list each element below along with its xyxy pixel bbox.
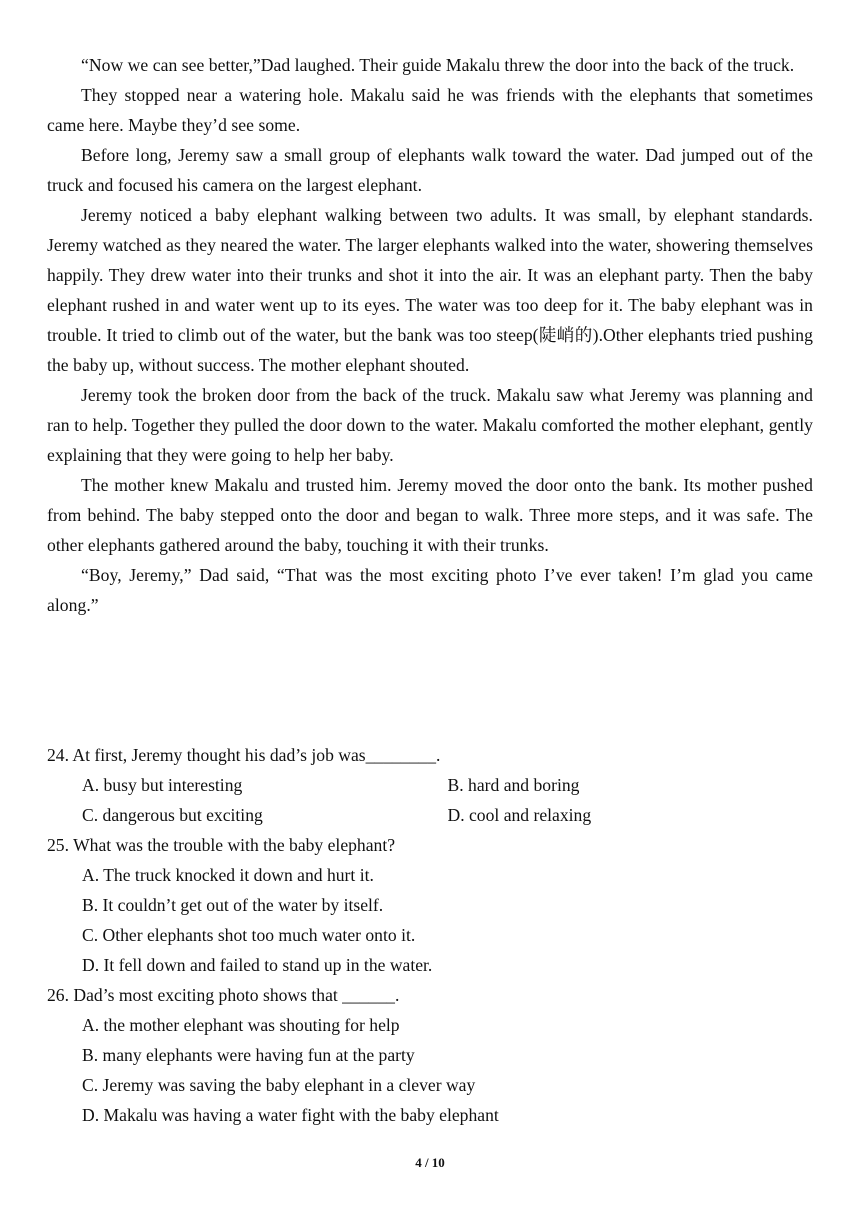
option-c: C. Jeremy was saving the baby elephant in a clever way (82, 1075, 476, 1095)
reading-passage (47, 50, 813, 620)
question-24 (47, 740, 813, 830)
option-b: B. hard and boring (447, 775, 580, 795)
option-row (82, 800, 813, 830)
passage-paragraph: Before long, Jeremy saw a small group of elephants walk toward the water. Dad jumped out of the truck and focused his camera on the largest elephant. (47, 145, 813, 195)
option-b: B. many elephants were having fun at the party (82, 1045, 415, 1065)
passage-paragraph: Jeremy took the broken door from the back of the truck. Makalu saw what Jeremy was planning and ran to help. Together they pulled the door down to the water. Makalu comforted the mother elephant, gently explaining that they were going to help her baby. (47, 385, 813, 465)
passage-paragraph: Jeremy noticed a baby elephant walking between two adults. It was small, by elephant standards. Jeremy watched as they neared the water. The larger elephants walked into the water, showering themselves happily. They drew water into their trunks and shot it into the air. It was an elephant party. Then the baby elephant rushed in and water went up to its eyes. The water was too deep for it. The baby elephant was in trouble. It tried to climb out of the water, but the bank was too steep(陡峭的).Other elephants tried pushing the baby up, without success. The mother elephant shouted. (47, 205, 813, 375)
option-a: A. the mother elephant was shouting for help (82, 1015, 400, 1035)
question-stem: 24. At first, Jeremy thought his dad’s job was________. (47, 745, 441, 765)
question-25 (47, 830, 813, 980)
passage-paragraph: They stopped near a watering hole. Makalu said he was friends with the elephants that sometimes came here. Maybe they’d see some. (47, 85, 813, 135)
passage-paragraph: “Boy, Jeremy,” Dad said, “That was the most exciting photo I’ve ever taken! I’m glad you came along.” (47, 565, 813, 615)
option-d: D. cool and relaxing (447, 805, 592, 825)
option-a: A. The truck knocked it down and hurt it. (82, 865, 374, 885)
option-c: C. dangerous but exciting (82, 805, 263, 825)
option-c: C. Other elephants shot too much water onto it. (82, 925, 416, 945)
question-stem: 25. What was the trouble with the baby elephant? (47, 835, 396, 855)
page-number: 4 / 10 (415, 1155, 445, 1170)
option-row (82, 770, 813, 800)
passage-paragraph: The mother knew Makalu and trusted him. Jeremy moved the door onto the bank. Its mother pushed from behind. The baby stepped onto the door and began to walk. Three more steps, and it was safe. The other elephants gathered around the baby, touching it with their trunks. (47, 475, 813, 555)
question-26 (47, 980, 813, 1130)
option-b: B. It couldn’t get out of the water by itself. (82, 895, 384, 915)
option-a: A. busy but interesting (82, 775, 243, 795)
question-list (47, 740, 813, 1130)
passage-paragraph: “Now we can see better,”Dad laughed. Their guide Makalu threw the door into the back of the truck. (81, 55, 795, 75)
question-stem: 26. Dad’s most exciting photo shows that ______. (47, 985, 400, 1005)
option-d: D. Makalu was having a water fight with the baby elephant (82, 1105, 499, 1125)
option-d: D. It fell down and failed to stand up in the water. (82, 955, 433, 975)
